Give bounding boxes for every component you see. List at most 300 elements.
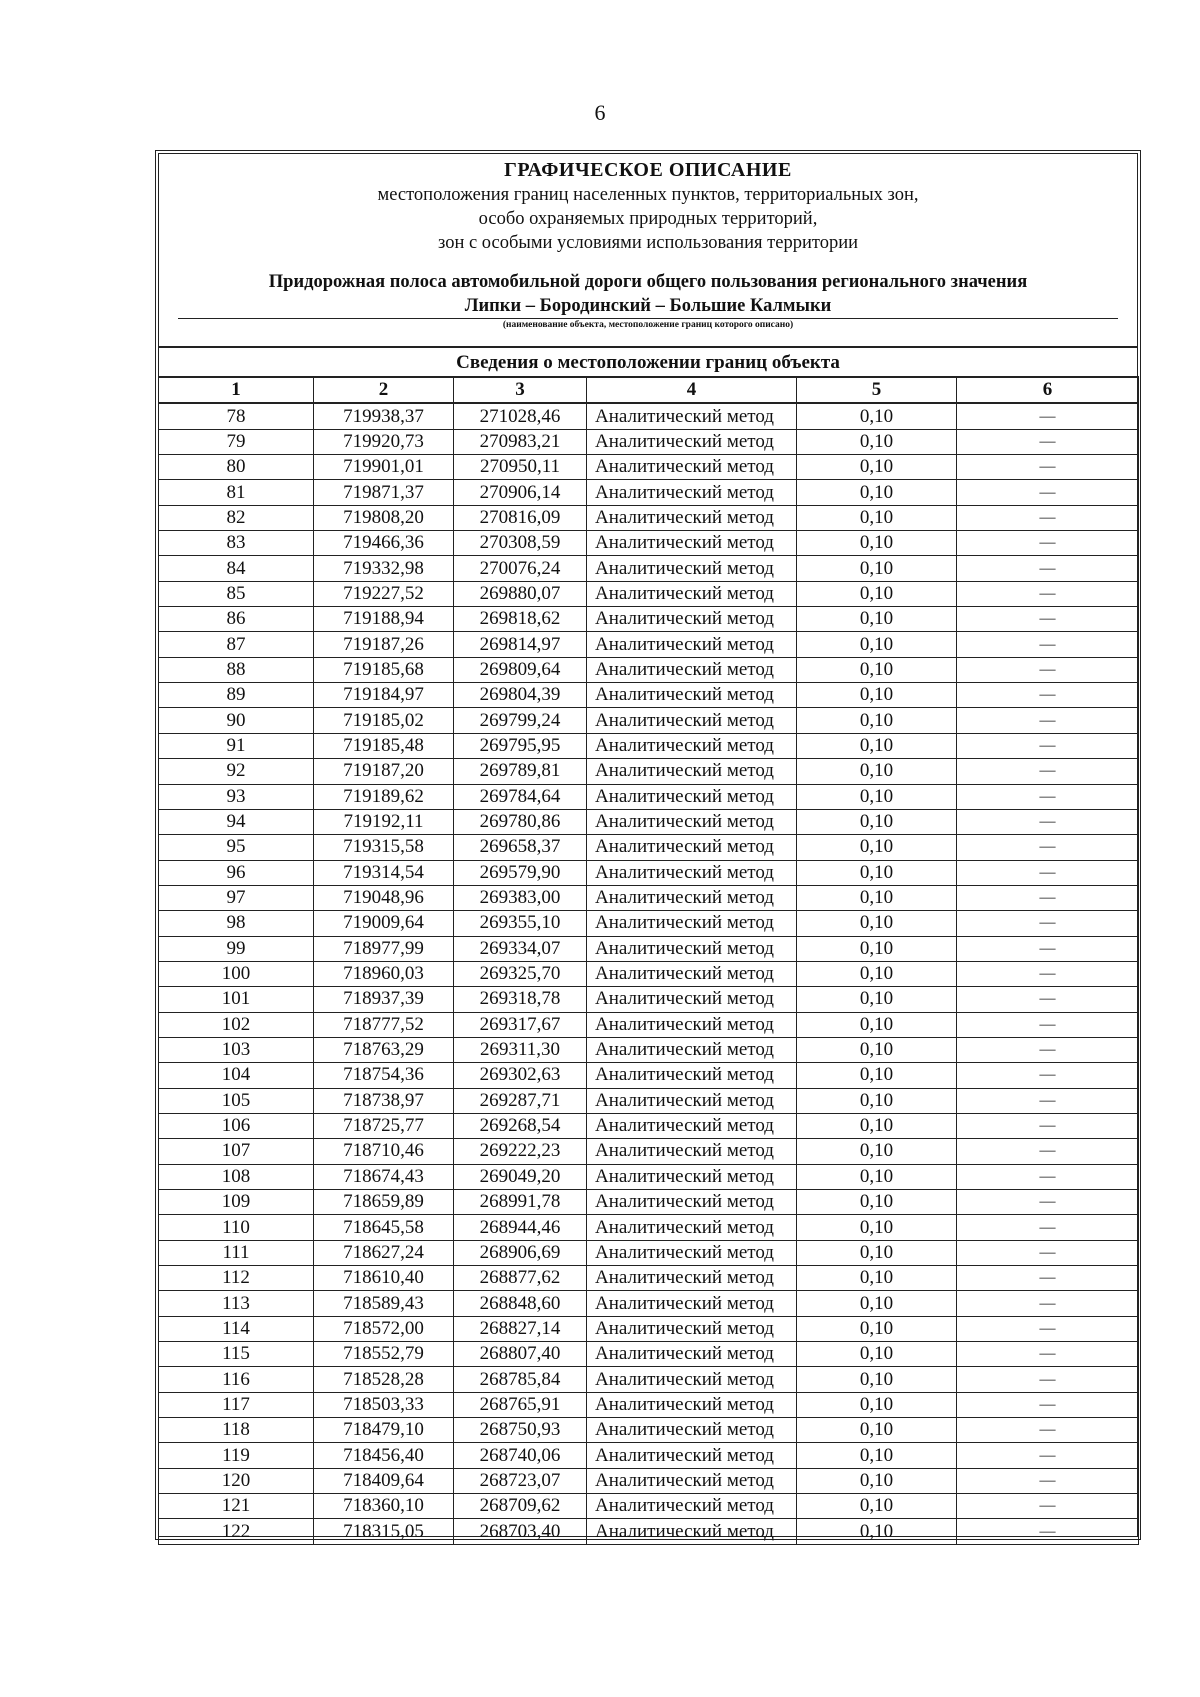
accuracy-cell: 0,10	[797, 1519, 957, 1544]
y-coordinate-cell: 268991,78	[454, 1190, 587, 1215]
method-cell: Аналитический метод	[587, 429, 797, 454]
description-cell: —	[957, 1063, 1139, 1088]
y-coordinate-cell: 269318,78	[454, 987, 587, 1012]
method-cell: Аналитический метод	[587, 403, 797, 429]
x-coordinate-cell: 719185,48	[314, 733, 454, 758]
point-number-cell: 108	[159, 1164, 314, 1189]
accuracy-cell: 0,10	[797, 683, 957, 708]
accuracy-cell: 0,10	[797, 1494, 957, 1519]
point-number-cell: 94	[159, 809, 314, 834]
accuracy-cell: 0,10	[797, 759, 957, 784]
accuracy-cell: 0,10	[797, 581, 957, 606]
method-cell: Аналитический метод	[587, 809, 797, 834]
point-number-cell: 80	[159, 455, 314, 480]
accuracy-cell: 0,10	[797, 632, 957, 657]
method-cell: Аналитический метод	[587, 1164, 797, 1189]
description-cell: —	[957, 911, 1139, 936]
y-coordinate-cell: 268848,60	[454, 1291, 587, 1316]
method-cell: Аналитический метод	[587, 581, 797, 606]
y-coordinate-cell: 270950,11	[454, 455, 587, 480]
table-row	[159, 556, 1139, 581]
description-cell: —	[957, 683, 1139, 708]
method-cell: Аналитический метод	[587, 1037, 797, 1062]
description-cell: —	[957, 1519, 1139, 1544]
subtitle-line-3: зон с особыми условиями использования территории	[438, 233, 858, 253]
y-coordinate-cell: 269268,54	[454, 1113, 587, 1138]
y-coordinate-cell: 269579,90	[454, 860, 587, 885]
x-coordinate-cell: 718777,52	[314, 1012, 454, 1037]
x-coordinate-cell: 718645,58	[314, 1215, 454, 1240]
table-row	[159, 1063, 1139, 1088]
x-coordinate-cell: 718610,40	[314, 1266, 454, 1291]
x-coordinate-cell: 719009,64	[314, 911, 454, 936]
table-row	[159, 733, 1139, 758]
point-number-cell: 121	[159, 1494, 314, 1519]
accuracy-cell: 0,10	[797, 961, 957, 986]
point-number-cell: 107	[159, 1139, 314, 1164]
method-cell: Аналитический метод	[587, 1215, 797, 1240]
accuracy-cell: 0,10	[797, 987, 957, 1012]
point-number-cell: 100	[159, 961, 314, 986]
x-coordinate-cell: 719187,20	[314, 759, 454, 784]
y-coordinate-cell: 269818,62	[454, 607, 587, 632]
description-cell: —	[957, 1215, 1139, 1240]
table-row	[159, 1418, 1139, 1443]
table-row	[159, 1316, 1139, 1341]
point-number-cell: 111	[159, 1240, 314, 1265]
method-cell: Аналитический метод	[587, 1392, 797, 1417]
method-cell: Аналитический метод	[587, 1342, 797, 1367]
x-coordinate-cell: 718725,77	[314, 1113, 454, 1138]
y-coordinate-cell: 268827,14	[454, 1316, 587, 1341]
accuracy-cell: 0,10	[797, 1190, 957, 1215]
y-coordinate-cell: 269804,39	[454, 683, 587, 708]
point-number-cell: 101	[159, 987, 314, 1012]
y-coordinate-cell: 269795,95	[454, 733, 587, 758]
description-cell: —	[957, 860, 1139, 885]
x-coordinate-cell: 718763,29	[314, 1037, 454, 1062]
table-row	[159, 1240, 1139, 1265]
subtitle-line-2: особо охраняемых природных территорий,	[478, 209, 818, 229]
table-row	[159, 1215, 1139, 1240]
method-cell: Аналитический метод	[587, 1113, 797, 1138]
y-coordinate-cell: 269784,64	[454, 784, 587, 809]
x-coordinate-cell: 719184,97	[314, 683, 454, 708]
method-cell: Аналитический метод	[587, 632, 797, 657]
point-number-cell: 104	[159, 1063, 314, 1088]
accuracy-cell: 0,10	[797, 1392, 957, 1417]
accuracy-cell: 0,10	[797, 1164, 957, 1189]
description-cell: —	[957, 607, 1139, 632]
x-coordinate-cell: 718738,97	[314, 1088, 454, 1113]
y-coordinate-cell: 269383,00	[454, 885, 587, 910]
method-cell: Аналитический метод	[587, 1418, 797, 1443]
x-coordinate-cell: 718315,05	[314, 1519, 454, 1544]
point-number-cell: 117	[159, 1392, 314, 1417]
table-row	[159, 885, 1139, 910]
point-number-cell: 91	[159, 733, 314, 758]
accuracy-cell: 0,10	[797, 1342, 957, 1367]
accuracy-cell: 0,10	[797, 1240, 957, 1265]
x-coordinate-cell: 718409,64	[314, 1468, 454, 1493]
x-coordinate-cell: 718572,00	[314, 1316, 454, 1341]
description-cell: —	[957, 733, 1139, 758]
y-coordinate-cell: 269799,24	[454, 708, 587, 733]
description-cell: —	[957, 936, 1139, 961]
table-row	[159, 1468, 1139, 1493]
description-cell: —	[957, 987, 1139, 1012]
y-coordinate-cell: 269814,97	[454, 632, 587, 657]
y-coordinate-cell: 269222,23	[454, 1139, 587, 1164]
table-row	[159, 759, 1139, 784]
method-cell: Аналитический метод	[587, 708, 797, 733]
description-cell: —	[957, 505, 1139, 530]
description-cell: —	[957, 784, 1139, 809]
accuracy-cell: 0,10	[797, 860, 957, 885]
table-row	[159, 403, 1139, 429]
y-coordinate-cell: 270308,59	[454, 531, 587, 556]
x-coordinate-cell: 719189,62	[314, 784, 454, 809]
point-number-cell: 106	[159, 1113, 314, 1138]
object-name: Придорожная полоса автомобильной дороги общего пользования регионального значения	[268, 272, 1028, 292]
x-coordinate-cell: 719901,01	[314, 455, 454, 480]
point-number-cell: 113	[159, 1291, 314, 1316]
section-title: Сведения о местоположении границ объекта	[158, 346, 1138, 376]
x-coordinate-cell: 718960,03	[314, 961, 454, 986]
method-cell: Аналитический метод	[587, 1443, 797, 1468]
description-cell: —	[957, 1088, 1139, 1113]
y-coordinate-cell: 268750,93	[454, 1418, 587, 1443]
y-coordinate-cell: 270906,14	[454, 480, 587, 505]
description-cell: —	[957, 809, 1139, 834]
point-number-cell: 97	[159, 885, 314, 910]
column-header: 6	[957, 377, 1139, 403]
description-cell: —	[957, 1443, 1139, 1468]
x-coordinate-cell: 718589,43	[314, 1291, 454, 1316]
method-cell: Аналитический метод	[587, 835, 797, 860]
point-number-cell: 79	[159, 429, 314, 454]
table-row	[159, 987, 1139, 1012]
description-cell: —	[957, 581, 1139, 606]
table-row	[159, 1291, 1139, 1316]
description-cell: —	[957, 429, 1139, 454]
description-cell: —	[957, 1418, 1139, 1443]
x-coordinate-cell: 719920,73	[314, 429, 454, 454]
point-number-cell: 102	[159, 1012, 314, 1037]
point-number-cell: 103	[159, 1037, 314, 1062]
point-number-cell: 81	[159, 480, 314, 505]
x-coordinate-cell: 718503,33	[314, 1392, 454, 1417]
method-cell: Аналитический метод	[587, 683, 797, 708]
accuracy-cell: 0,10	[797, 657, 957, 682]
accuracy-cell: 0,10	[797, 885, 957, 910]
method-cell: Аналитический метод	[587, 885, 797, 910]
point-number-cell: 110	[159, 1215, 314, 1240]
y-coordinate-cell: 269355,10	[454, 911, 587, 936]
table-row	[159, 455, 1139, 480]
description-cell: —	[957, 1494, 1139, 1519]
object-caption: (наименование объекта, местоположение границ которого описано)	[502, 320, 794, 330]
table-row	[159, 683, 1139, 708]
y-coordinate-cell: 268877,62	[454, 1266, 587, 1291]
point-number-cell: 89	[159, 683, 314, 708]
accuracy-cell: 0,10	[797, 1139, 957, 1164]
point-number-cell: 119	[159, 1443, 314, 1468]
y-coordinate-cell: 269334,07	[454, 936, 587, 961]
accuracy-cell: 0,10	[797, 1468, 957, 1493]
x-coordinate-cell: 718627,24	[314, 1240, 454, 1265]
column-header: 4	[587, 377, 797, 403]
table-row	[159, 429, 1139, 454]
x-coordinate-cell: 719808,20	[314, 505, 454, 530]
accuracy-cell: 0,10	[797, 809, 957, 834]
description-cell: —	[957, 1266, 1139, 1291]
x-coordinate-cell: 718360,10	[314, 1494, 454, 1519]
table-row	[159, 961, 1139, 986]
y-coordinate-cell: 269302,63	[454, 1063, 587, 1088]
accuracy-cell: 0,10	[797, 1266, 957, 1291]
table-row	[159, 784, 1139, 809]
table-row	[159, 657, 1139, 682]
point-number-cell: 118	[159, 1418, 314, 1443]
x-coordinate-cell: 718479,10	[314, 1418, 454, 1443]
description-cell: —	[957, 1291, 1139, 1316]
y-coordinate-cell: 268906,69	[454, 1240, 587, 1265]
accuracy-cell: 0,10	[797, 708, 957, 733]
description-cell: —	[957, 1037, 1139, 1062]
method-cell: Аналитический метод	[587, 531, 797, 556]
x-coordinate-cell: 719192,11	[314, 809, 454, 834]
description-cell: —	[957, 961, 1139, 986]
point-number-cell: 120	[159, 1468, 314, 1493]
method-cell: Аналитический метод	[587, 733, 797, 758]
accuracy-cell: 0,10	[797, 1367, 957, 1392]
accuracy-cell: 0,10	[797, 607, 957, 632]
y-coordinate-cell: 268740,06	[454, 1443, 587, 1468]
table-row	[159, 581, 1139, 606]
accuracy-cell: 0,10	[797, 936, 957, 961]
y-coordinate-cell: 269789,81	[454, 759, 587, 784]
table-body	[159, 403, 1139, 1544]
x-coordinate-cell: 719938,37	[314, 403, 454, 429]
y-coordinate-cell: 269780,86	[454, 809, 587, 834]
y-coordinate-cell: 268944,46	[454, 1215, 587, 1240]
accuracy-cell: 0,10	[797, 531, 957, 556]
y-coordinate-cell: 268807,40	[454, 1342, 587, 1367]
method-cell: Аналитический метод	[587, 911, 797, 936]
subtitle-line-1: местоположения границ населенных пунктов, территориальных зон,	[377, 185, 919, 205]
coordinates-table	[158, 376, 1139, 1545]
description-cell: —	[957, 1113, 1139, 1138]
description-cell: —	[957, 1240, 1139, 1265]
point-number-cell: 98	[159, 911, 314, 936]
y-coordinate-cell: 271028,46	[454, 403, 587, 429]
accuracy-cell: 0,10	[797, 1291, 957, 1316]
y-coordinate-cell: 269658,37	[454, 835, 587, 860]
method-cell: Аналитический метод	[587, 1139, 797, 1164]
point-number-cell: 82	[159, 505, 314, 530]
table-row	[159, 835, 1139, 860]
description-cell: —	[957, 657, 1139, 682]
table-row	[159, 1519, 1139, 1544]
table-row	[159, 860, 1139, 885]
table-row	[159, 531, 1139, 556]
description-cell: —	[957, 1139, 1139, 1164]
table-row	[159, 1037, 1139, 1062]
accuracy-cell: 0,10	[797, 556, 957, 581]
page-number: 6	[594, 100, 606, 125]
y-coordinate-cell: 269809,64	[454, 657, 587, 682]
x-coordinate-cell: 719187,26	[314, 632, 454, 657]
description-cell: —	[957, 1342, 1139, 1367]
accuracy-cell: 0,10	[797, 911, 957, 936]
column-header: 1	[159, 377, 314, 403]
description-cell: —	[957, 480, 1139, 505]
table-row	[159, 1164, 1139, 1189]
column-header: 3	[454, 377, 587, 403]
x-coordinate-cell: 718456,40	[314, 1443, 454, 1468]
object-place: Липки – Бородинский – Большие Калмыки	[464, 296, 832, 316]
point-number-cell: 85	[159, 581, 314, 606]
point-number-cell: 83	[159, 531, 314, 556]
point-number-cell: 92	[159, 759, 314, 784]
x-coordinate-cell: 719315,58	[314, 835, 454, 860]
table-row	[159, 607, 1139, 632]
method-cell: Аналитический метод	[587, 860, 797, 885]
method-cell: Аналитический метод	[587, 987, 797, 1012]
y-coordinate-cell: 268723,07	[454, 1468, 587, 1493]
x-coordinate-cell: 719871,37	[314, 480, 454, 505]
description-cell: —	[957, 455, 1139, 480]
table-row	[159, 1367, 1139, 1392]
accuracy-cell: 0,10	[797, 1088, 957, 1113]
point-number-cell: 88	[159, 657, 314, 682]
table-row	[159, 708, 1139, 733]
column-header: 2	[314, 377, 454, 403]
point-number-cell: 84	[159, 556, 314, 581]
table-row	[159, 1190, 1139, 1215]
y-coordinate-cell: 269287,71	[454, 1088, 587, 1113]
table-row	[159, 1012, 1139, 1037]
description-cell: —	[957, 632, 1139, 657]
x-coordinate-cell: 718937,39	[314, 987, 454, 1012]
accuracy-cell: 0,10	[797, 733, 957, 758]
table-row	[159, 1088, 1139, 1113]
point-number-cell: 93	[159, 784, 314, 809]
x-coordinate-cell: 719048,96	[314, 885, 454, 910]
x-coordinate-cell: 719188,94	[314, 607, 454, 632]
description-cell: —	[957, 1190, 1139, 1215]
point-number-cell: 78	[159, 403, 314, 429]
description-cell: —	[957, 556, 1139, 581]
document-header	[160, 157, 1136, 331]
method-cell: Аналитический метод	[587, 1240, 797, 1265]
column-header: 5	[797, 377, 957, 403]
x-coordinate-cell: 718552,79	[314, 1342, 454, 1367]
table-row	[159, 809, 1139, 834]
method-cell: Аналитический метод	[587, 1291, 797, 1316]
point-number-cell: 105	[159, 1088, 314, 1113]
x-coordinate-cell: 719227,52	[314, 581, 454, 606]
point-number-cell: 87	[159, 632, 314, 657]
point-number-cell: 122	[159, 1519, 314, 1544]
description-cell: —	[957, 531, 1139, 556]
accuracy-cell: 0,10	[797, 505, 957, 530]
table-row	[159, 911, 1139, 936]
y-coordinate-cell: 268709,62	[454, 1494, 587, 1519]
accuracy-cell: 0,10	[797, 1037, 957, 1062]
y-coordinate-cell: 268785,84	[454, 1367, 587, 1392]
method-cell: Аналитический метод	[587, 1266, 797, 1291]
table-header-row	[159, 377, 1139, 403]
description-cell: —	[957, 1316, 1139, 1341]
y-coordinate-cell: 269325,70	[454, 961, 587, 986]
point-number-cell: 112	[159, 1266, 314, 1291]
description-cell: —	[957, 759, 1139, 784]
point-number-cell: 95	[159, 835, 314, 860]
accuracy-cell: 0,10	[797, 455, 957, 480]
table-row	[159, 480, 1139, 505]
x-coordinate-cell: 719185,68	[314, 657, 454, 682]
y-coordinate-cell: 270983,21	[454, 429, 587, 454]
point-number-cell: 90	[159, 708, 314, 733]
method-cell: Аналитический метод	[587, 1012, 797, 1037]
y-coordinate-cell: 269049,20	[454, 1164, 587, 1189]
accuracy-cell: 0,10	[797, 429, 957, 454]
table-row	[159, 505, 1139, 530]
accuracy-cell: 0,10	[797, 835, 957, 860]
table-row	[159, 1342, 1139, 1367]
accuracy-cell: 0,10	[797, 784, 957, 809]
y-coordinate-cell: 269311,30	[454, 1037, 587, 1062]
y-coordinate-cell: 269317,67	[454, 1012, 587, 1037]
method-cell: Аналитический метод	[587, 455, 797, 480]
x-coordinate-cell: 718659,89	[314, 1190, 454, 1215]
table-row	[159, 1494, 1139, 1519]
x-coordinate-cell: 719466,36	[314, 531, 454, 556]
point-number-cell: 116	[159, 1367, 314, 1392]
accuracy-cell: 0,10	[797, 1012, 957, 1037]
point-number-cell: 109	[159, 1190, 314, 1215]
accuracy-cell: 0,10	[797, 1063, 957, 1088]
point-number-cell: 99	[159, 936, 314, 961]
description-cell: —	[957, 835, 1139, 860]
method-cell: Аналитический метод	[587, 759, 797, 784]
table-row	[159, 1443, 1139, 1468]
accuracy-cell: 0,10	[797, 403, 957, 429]
method-cell: Аналитический метод	[587, 607, 797, 632]
method-cell: Аналитический метод	[587, 556, 797, 581]
description-cell: —	[957, 1367, 1139, 1392]
y-coordinate-cell: 270816,09	[454, 505, 587, 530]
accuracy-cell: 0,10	[797, 1316, 957, 1341]
accuracy-cell: 0,10	[797, 1418, 957, 1443]
accuracy-cell: 0,10	[797, 1215, 957, 1240]
accuracy-cell: 0,10	[797, 1443, 957, 1468]
table-row	[159, 1113, 1139, 1138]
method-cell: Аналитический метод	[587, 1519, 797, 1544]
method-cell: Аналитический метод	[587, 936, 797, 961]
accuracy-cell: 0,10	[797, 480, 957, 505]
description-cell: —	[957, 708, 1139, 733]
table-row	[159, 1392, 1139, 1417]
description-cell: —	[957, 1012, 1139, 1037]
x-coordinate-cell: 718977,99	[314, 936, 454, 961]
description-cell: —	[957, 403, 1139, 429]
y-coordinate-cell: 269880,07	[454, 581, 587, 606]
point-number-cell: 115	[159, 1342, 314, 1367]
method-cell: Аналитический метод	[587, 784, 797, 809]
